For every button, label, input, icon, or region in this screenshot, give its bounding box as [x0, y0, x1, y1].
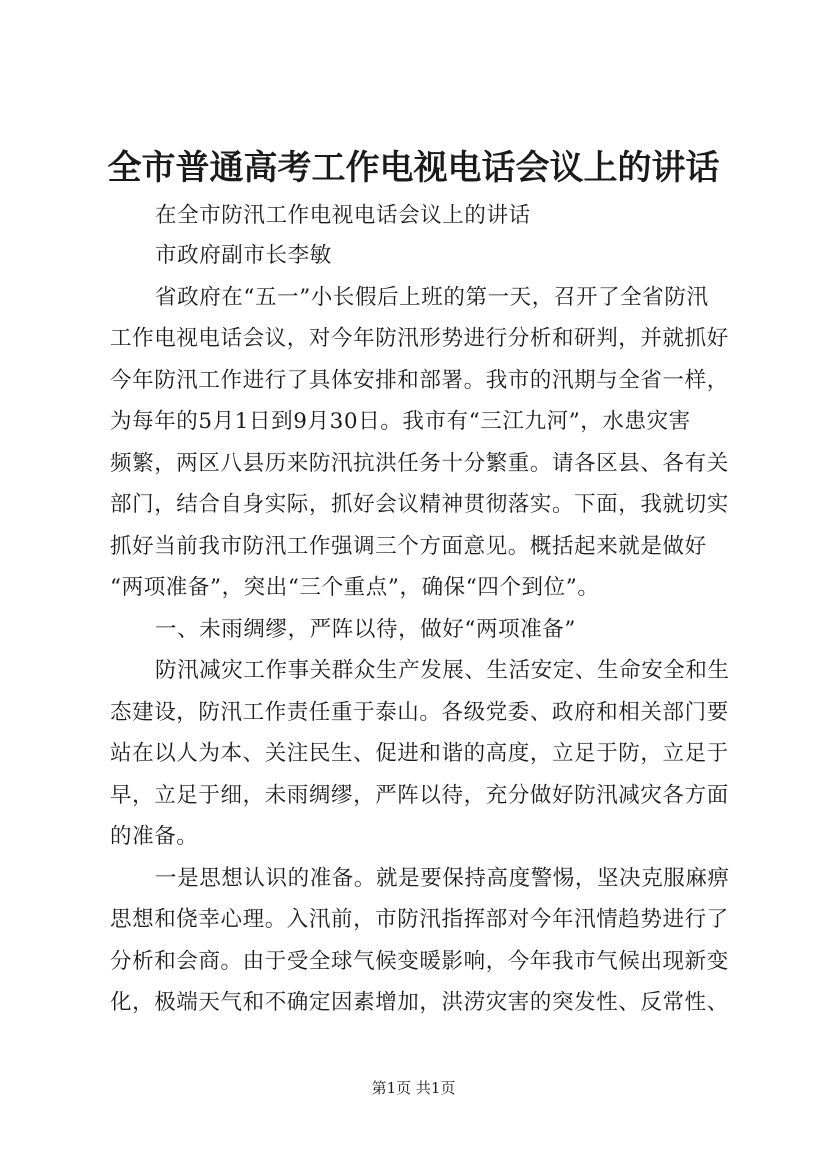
- paragraph-line: 频繁，两区八县历来防汛抗洪任务十分繁重。请各区县、各有关: [110, 451, 729, 476]
- paragraph-line: 今年防汛工作进行了具体安排和部署。我市的汛期与全省一样，: [110, 368, 729, 393]
- paragraph-line: 早，立足于细，未雨绸缪，严阵以待，充分做好防汛减灾各方面: [110, 783, 729, 808]
- paragraph-line: 站在以人为本、关注民生、促进和谐的高度，立足于防，立足于: [110, 741, 729, 766]
- paragraph-line: 思想和侥幸心理。入汛前，市防汛指挥部对今年汛情趋势进行了: [110, 907, 729, 932]
- paragraph-line: “两项准备”，突出“三个重点”，确保“四个到位”。: [110, 575, 600, 600]
- subtitle-line: 在全市防汛工作电视电话会议上的讲话: [155, 203, 531, 228]
- paragraph-line: 为每年的5月1日到9月30日。我市有“三江九河”，水患灾害: [110, 409, 691, 434]
- speaker-line: 市政府副市长李敏: [155, 243, 332, 268]
- page-footer: 第1页 共1页: [371, 1079, 456, 1097]
- paragraph-line: 的准备。: [110, 824, 199, 849]
- section-heading: 一、未雨绸缪，严阵以待，做好“两项准备”: [155, 617, 576, 642]
- paragraph-line: 抓好当前我市防汛工作强调三个方面意见。概括起来就是做好: [110, 534, 707, 559]
- paragraph-line: 部门，结合自身实际，抓好会议精神贯彻落实。下面，我就切实: [110, 492, 729, 517]
- paragraph-line: 防汛减灾工作事关群众生产发展、生活安定、生命安全和生: [155, 658, 730, 683]
- document-title: 全市普通高考工作电视电话会议上的讲话: [107, 148, 720, 188]
- paragraph-line: 工作电视电话会议，对今年防汛形势进行分析和研判，并就抓好: [110, 326, 729, 351]
- paragraph-line: 化，极端天气和不确定因素增加，洪涝灾害的突发性、反常性、: [110, 990, 729, 1015]
- paragraph-line: 一是思想认识的准备。就是要保持高度警惕，坚决克服麻痹: [155, 866, 730, 891]
- paragraph-line: 态建设，防汛工作责任重于泰山。各级党委、政府和相关部门要: [110, 700, 729, 725]
- paragraph-line: 分析和会商。由于受全球气候变暖影响，今年我市气候出现新变: [110, 949, 729, 974]
- paragraph-line: 省政府在“五一”小长假后上班的第一天，召开了全省防汛: [155, 285, 709, 310]
